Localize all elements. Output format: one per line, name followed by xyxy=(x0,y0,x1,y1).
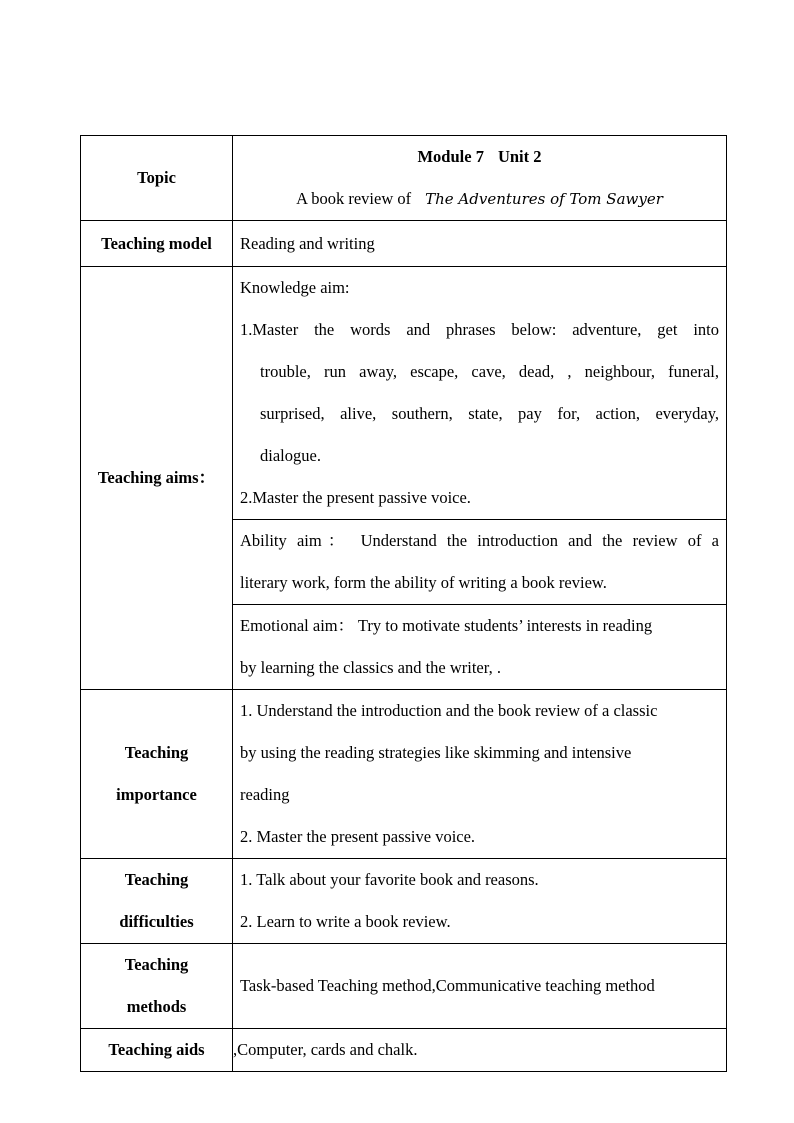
teaching-model-value: Reading and writing xyxy=(233,221,727,267)
row-teaching-model xyxy=(81,221,727,267)
topic-book-title: The Adventures of Tom Sawyer xyxy=(425,190,663,208)
teaching-difficulties-line1: 1. Talk about your favorite book and reasons. xyxy=(240,870,539,889)
row-teaching-importance xyxy=(81,690,727,859)
teaching-difficulties-cell xyxy=(233,859,727,944)
topic-module: Module 7 xyxy=(417,147,484,166)
row-teaching-difficulties xyxy=(81,859,727,944)
teaching-difficulties-line2: 2. Learn to write a book review. xyxy=(240,912,451,931)
teaching-methods-label-line2: methods xyxy=(126,997,187,1016)
topic-subtitle-prefix: A book review of xyxy=(296,189,412,208)
teaching-importance-line4: 2. Master the present passive voice. xyxy=(240,827,476,846)
knowledge-item1-line2: trouble, run away, escape, cave, dead, , neighbour, funeral, xyxy=(260,362,719,381)
row-teaching-aids xyxy=(81,1029,727,1072)
row-teaching-methods xyxy=(81,944,727,1029)
knowledge-item1-line4: dialogue. xyxy=(260,446,321,465)
row-knowledge-aim xyxy=(81,267,727,520)
teaching-importance-cell xyxy=(233,690,727,859)
knowledge-aim-cell xyxy=(233,267,727,520)
lesson-plan-table xyxy=(80,135,727,1072)
topic-subtitle xyxy=(240,178,719,220)
ability-aim-line1: Ability aim： Understand the introduction and the review of a xyxy=(240,531,719,550)
row-topic xyxy=(81,136,727,221)
topic-label: Topic xyxy=(81,136,233,221)
teaching-difficulties-label-line1: Teaching xyxy=(124,870,189,889)
knowledge-item1-lead: 1.Master the words and phrases below: adventure, get into xyxy=(240,320,719,339)
teaching-importance-line3: reading xyxy=(240,785,290,804)
teaching-model-label: Teaching model xyxy=(81,221,233,267)
teaching-aims-label: Teaching aims： xyxy=(81,267,233,690)
teaching-methods-label-line1: Teaching xyxy=(124,955,189,974)
teaching-importance-line2: by using the reading strategies like skimming and intensive xyxy=(240,743,632,762)
teaching-aids-label: Teaching aids xyxy=(81,1029,233,1072)
ability-aim-cell xyxy=(233,520,727,605)
knowledge-aim-heading: Knowledge aim: xyxy=(240,278,350,297)
emotional-aim-cell xyxy=(233,605,727,690)
ability-aim-line2: literary work, form the ability of writing a book review. xyxy=(240,573,607,592)
emotional-aim-line1: Emotional aim： Try to motivate students’ interests in reading xyxy=(240,616,653,635)
topic-module-unit xyxy=(240,136,719,178)
teaching-aids-value: ,Computer, cards and chalk. xyxy=(233,1029,727,1072)
topic-content xyxy=(233,136,727,221)
teaching-importance-label xyxy=(81,690,233,859)
teaching-importance-label-line1: Teaching xyxy=(124,743,189,762)
topic-unit: Unit 2 xyxy=(497,147,542,166)
teaching-methods-value: Task-based Teaching method,Communicative teaching method xyxy=(233,944,727,1029)
teaching-importance-label-line2: importance xyxy=(116,785,197,804)
knowledge-item1-line3: surprised, alive, southern, state, pay for, action, everyday, xyxy=(260,404,719,423)
teaching-difficulties-label xyxy=(81,859,233,944)
knowledge-item2: 2.Master the present passive voice. xyxy=(240,488,471,507)
teaching-importance-line1: 1. Understand the introduction and the book review of a classic xyxy=(240,701,658,720)
teaching-methods-label xyxy=(81,944,233,1029)
emotional-aim-line2: by learning the classics and the writer, . xyxy=(240,658,501,677)
teaching-difficulties-label-line2: difficulties xyxy=(119,912,194,931)
